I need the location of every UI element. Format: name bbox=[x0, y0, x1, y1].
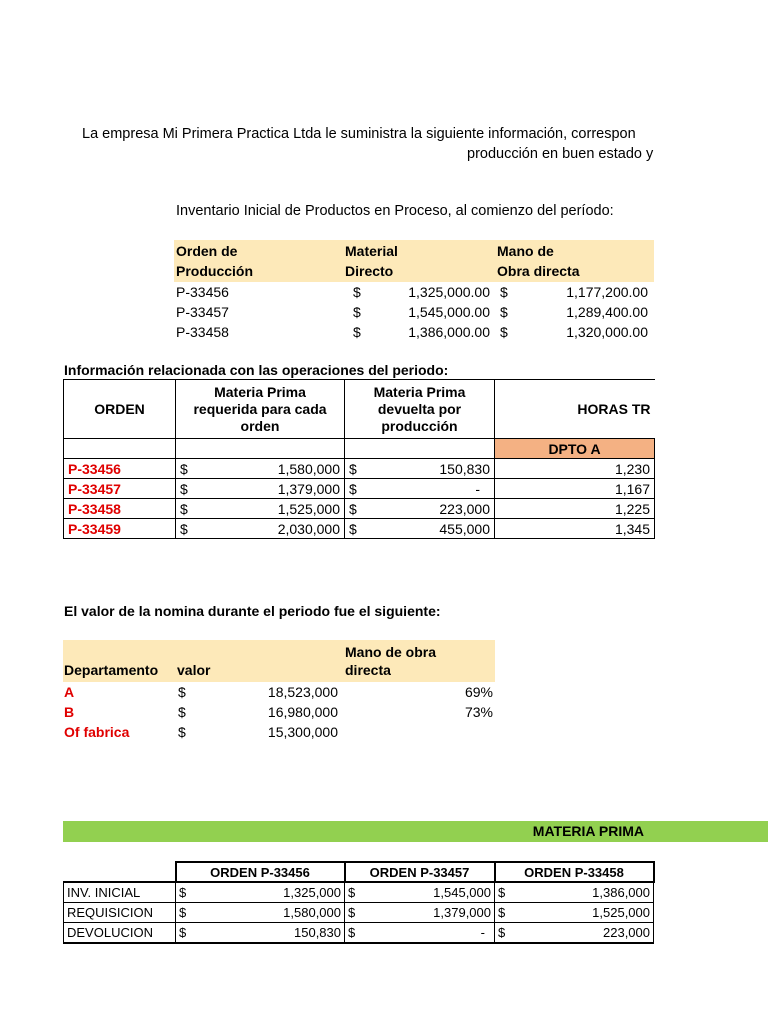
mp-value-text: 223,000 bbox=[603, 925, 650, 940]
inv-header-orden-1: Orden de bbox=[176, 243, 238, 259]
mp-currency: $ bbox=[498, 905, 506, 920]
inv-material: 1,545,000.00 bbox=[408, 304, 490, 320]
ops-header-horas: HORAS TR bbox=[495, 380, 655, 439]
inv-header-mano-2: Obra directa bbox=[497, 263, 580, 279]
ops-dpto-a: DPTO A bbox=[495, 439, 655, 459]
inventory-row bbox=[0, 282, 654, 302]
mp-value bbox=[495, 882, 654, 903]
ops-currency: $ bbox=[349, 500, 357, 517]
mp-value bbox=[345, 923, 495, 944]
ops-dev-value: 150,830 bbox=[439, 460, 490, 477]
mp-empty-header bbox=[64, 862, 176, 882]
nom-header-mano-1: Mano de obra bbox=[345, 644, 437, 660]
table-row bbox=[64, 923, 654, 944]
ops-req bbox=[176, 459, 345, 479]
mp-currency: $ bbox=[348, 925, 356, 940]
mp-value bbox=[495, 903, 654, 923]
ops-currency: $ bbox=[349, 480, 357, 497]
ops-req bbox=[176, 519, 345, 539]
ops-dev bbox=[345, 519, 495, 539]
ops-currency: $ bbox=[180, 500, 188, 517]
ops-dev-value: 455,000 bbox=[439, 520, 490, 537]
mp-header-orden: ORDEN P-33457 bbox=[345, 862, 495, 882]
mp-value bbox=[176, 923, 345, 944]
mp-value-text: 1,379,000 bbox=[433, 905, 491, 920]
nom-valor: 18,523,000 bbox=[267, 684, 338, 700]
nomina-row bbox=[63, 702, 495, 722]
inv-currency: $ bbox=[353, 284, 361, 300]
materia-prima-table bbox=[63, 861, 655, 944]
mp-label: REQUISICION bbox=[64, 903, 176, 923]
table-row bbox=[64, 903, 654, 923]
inv-header-material-1: Material bbox=[345, 243, 398, 259]
inventory-header bbox=[174, 240, 654, 282]
ops-dev bbox=[345, 479, 495, 499]
ops-header-mp-req-line: orden bbox=[240, 417, 280, 434]
ops-req bbox=[176, 499, 345, 519]
inv-currency: $ bbox=[500, 304, 508, 320]
ops-currency: $ bbox=[180, 460, 188, 477]
nom-dept: Of fabrica bbox=[64, 724, 130, 740]
operations-title: Información relacionada con las operaciones del periodo: bbox=[64, 362, 449, 378]
ops-currency: $ bbox=[349, 460, 357, 477]
ops-req-value: 2,030,000 bbox=[277, 520, 340, 537]
inv-orden: P-33458 bbox=[176, 324, 229, 340]
ops-header-mp-req-line: requerida para cada bbox=[193, 400, 327, 417]
ops-empty-cell bbox=[176, 439, 345, 459]
inv-currency: $ bbox=[500, 284, 508, 300]
nom-valor: 15,300,000 bbox=[267, 724, 338, 740]
mp-currency: $ bbox=[498, 925, 506, 940]
ops-horas: 1,225 bbox=[495, 499, 655, 519]
ops-horas: 1,167 bbox=[495, 479, 655, 499]
mp-value-text: - bbox=[480, 925, 485, 940]
ops-horas: 1,345 bbox=[495, 519, 655, 539]
mp-currency: $ bbox=[179, 885, 187, 900]
nom-currency: $ bbox=[178, 684, 186, 700]
inv-currency: $ bbox=[500, 324, 508, 340]
inventory-title: Inventario Inicial de Productos en Proceso, al comienzo del período: bbox=[176, 203, 614, 219]
nom-header-departamento: Departamento bbox=[64, 662, 159, 678]
inventory-row bbox=[0, 322, 654, 342]
inv-material: 1,386,000.00 bbox=[408, 324, 490, 340]
ops-req-value: 1,525,000 bbox=[277, 500, 340, 517]
intro-line-2: producción en buen estado y bbox=[467, 146, 654, 162]
nom-header-mano-2: directa bbox=[345, 662, 391, 678]
intro-line-1: La empresa Mi Primera Practica Ltda le suministra la siguiente información, correspon bbox=[82, 126, 636, 142]
ops-dev bbox=[345, 459, 495, 479]
table-row bbox=[64, 459, 655, 479]
nomina-row bbox=[63, 682, 495, 702]
table-row bbox=[64, 479, 655, 499]
inv-material: 1,325,000.00 bbox=[408, 284, 490, 300]
ops-orden: P-33459 bbox=[64, 519, 176, 539]
nom-currency: $ bbox=[178, 704, 186, 720]
inv-currency: $ bbox=[353, 304, 361, 320]
mp-value-text: 1,580,000 bbox=[283, 905, 341, 920]
nom-valor: 16,980,000 bbox=[267, 704, 338, 720]
mp-value bbox=[345, 882, 495, 903]
mp-value bbox=[176, 882, 345, 903]
nom-pct: 73% bbox=[464, 704, 493, 720]
nomina-row bbox=[63, 722, 495, 742]
materia-prima-bar bbox=[63, 821, 768, 842]
nom-header-valor: valor bbox=[177, 662, 211, 678]
mp-currency: $ bbox=[179, 905, 187, 920]
mp-header-orden: ORDEN P-33456 bbox=[176, 862, 345, 882]
inv-mano: 1,320,000.00 bbox=[566, 324, 648, 340]
nomina-title: El valor de la nomina durante el periodo fue el siguiente: bbox=[64, 603, 441, 619]
mp-value-text: 1,525,000 bbox=[592, 905, 650, 920]
ops-dev bbox=[345, 499, 495, 519]
ops-orden: P-33458 bbox=[64, 499, 176, 519]
ops-header-orden: ORDEN bbox=[64, 380, 176, 439]
mp-value bbox=[176, 903, 345, 923]
ops-empty-cell bbox=[345, 439, 495, 459]
ops-currency: $ bbox=[180, 520, 188, 537]
materia-prima-title: MATERIA PRIMA bbox=[532, 823, 644, 839]
ops-req-value: 1,580,000 bbox=[277, 460, 340, 477]
ops-header-mp-dev-line: producción bbox=[381, 417, 458, 434]
inv-header-mano-1: Mano de bbox=[497, 243, 554, 259]
ops-header-mp-requerida bbox=[176, 380, 345, 439]
mp-value-text: 1,545,000 bbox=[433, 885, 491, 900]
ops-empty-cell bbox=[64, 439, 176, 459]
ops-header-mp-dev-line: devuelta por bbox=[377, 400, 462, 417]
ops-horas: 1,230 bbox=[495, 459, 655, 479]
ops-currency: $ bbox=[349, 520, 357, 537]
operations-table bbox=[63, 379, 655, 539]
mp-label: DEVOLUCION bbox=[64, 923, 176, 944]
mp-value bbox=[345, 903, 495, 923]
ops-currency: $ bbox=[180, 480, 188, 497]
mp-value-text: 150,830 bbox=[294, 925, 341, 940]
mp-currency: $ bbox=[179, 925, 187, 940]
ops-dev-value: - bbox=[475, 480, 480, 497]
mp-value bbox=[495, 923, 654, 944]
mp-currency: $ bbox=[498, 885, 506, 900]
mp-currency: $ bbox=[348, 885, 356, 900]
inv-currency: $ bbox=[353, 324, 361, 340]
table-row bbox=[64, 499, 655, 519]
ops-header-mp-dev-line: Materia Prima bbox=[373, 383, 466, 400]
mp-value-text: 1,386,000 bbox=[592, 885, 650, 900]
ops-dev-value: 223,000 bbox=[439, 500, 490, 517]
mp-value-text: 1,325,000 bbox=[283, 885, 341, 900]
mp-header-orden: ORDEN P-33458 bbox=[495, 862, 654, 882]
ops-header-mp-devuelta bbox=[345, 380, 495, 439]
nom-pct: 69% bbox=[464, 684, 493, 700]
inv-mano: 1,289,400.00 bbox=[566, 304, 648, 320]
inv-orden: P-33456 bbox=[176, 284, 229, 300]
ops-req bbox=[176, 479, 345, 499]
inv-mano: 1,177,200.00 bbox=[566, 284, 648, 300]
inv-orden: P-33457 bbox=[176, 304, 229, 320]
inventory-row bbox=[0, 302, 654, 322]
inv-header-material-2: Directo bbox=[345, 263, 394, 279]
nomina-header bbox=[63, 640, 495, 682]
ops-orden: P-33456 bbox=[64, 459, 176, 479]
ops-orden: P-33457 bbox=[64, 479, 176, 499]
nom-currency: $ bbox=[178, 724, 186, 740]
nom-dept: A bbox=[64, 684, 75, 700]
mp-label: INV. INICIAL bbox=[64, 882, 176, 903]
nom-dept: B bbox=[64, 704, 75, 720]
ops-req-value: 1,379,000 bbox=[277, 480, 340, 497]
table-row bbox=[64, 882, 654, 903]
mp-currency: $ bbox=[348, 905, 356, 920]
ops-header-mp-req-line: Materia Prima bbox=[214, 383, 306, 400]
table-row bbox=[64, 519, 655, 539]
inv-header-orden-2: Producción bbox=[176, 263, 254, 279]
